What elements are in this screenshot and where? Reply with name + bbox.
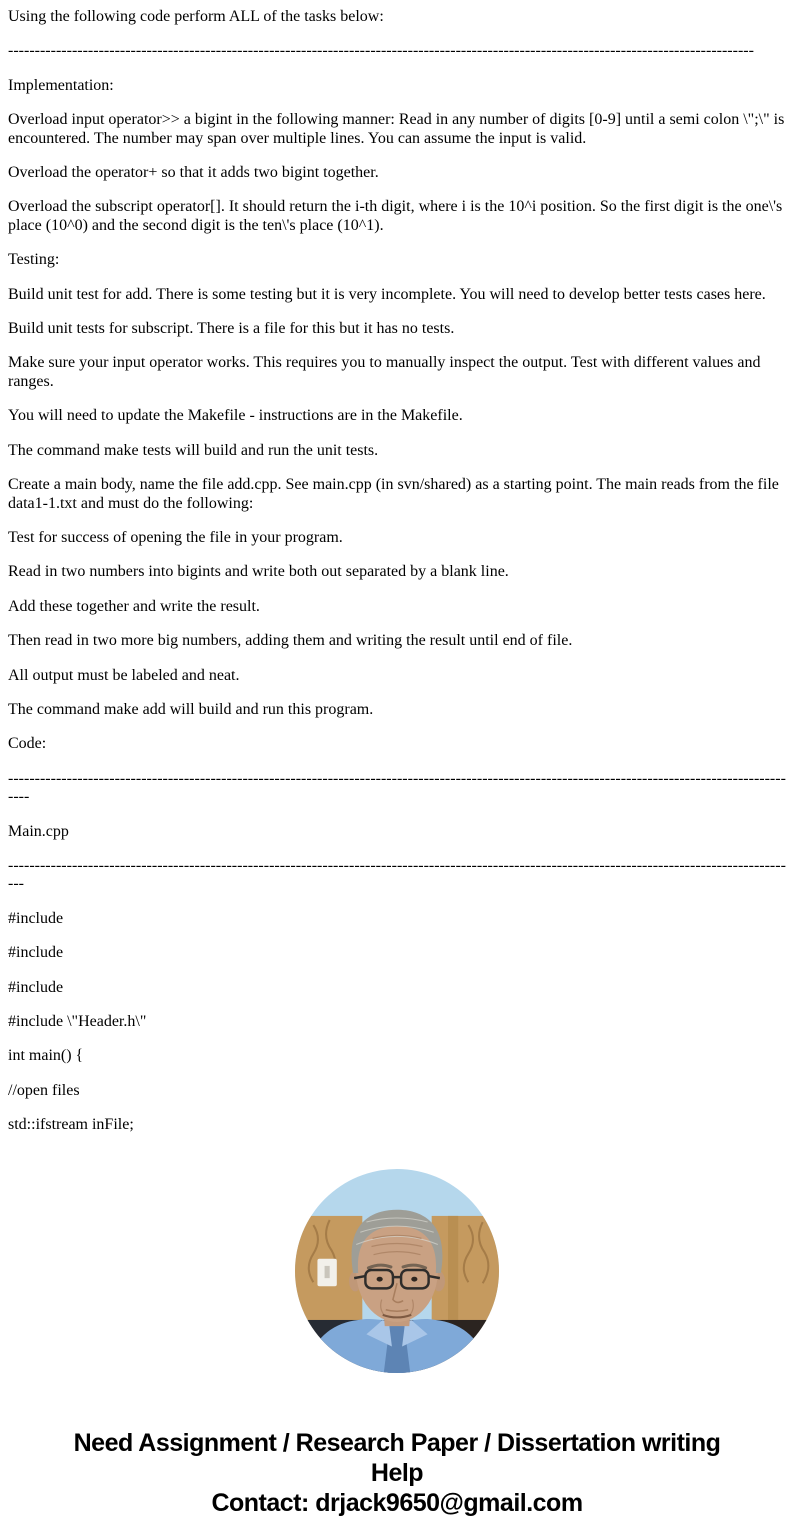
document-paragraph: The command make add will build and run this program. xyxy=(8,700,374,718)
photo-wall-panel-right xyxy=(448,1216,458,1322)
tutor-portrait-photo xyxy=(295,1169,499,1373)
document-paragraph: Test for success of opening the file in your program. xyxy=(8,528,343,546)
document-paragraph: #include \"Header.h\" xyxy=(8,1013,147,1030)
document-paragraph: Implementation: xyxy=(8,76,114,94)
assignment-document xyxy=(8,8,786,1135)
document-paragraph: #include xyxy=(8,909,64,927)
document-paragraph: Overload the subscript operator[]. It should return the i-th digit, where i is the 10^i position. So the first digit is the one\'s place (10^0) and the second digit is the ten\'s place (10^1). xyxy=(8,198,783,234)
document-paragraph: Main.cpp xyxy=(8,822,69,840)
document-paragraph: Create a main body, name the file add.cpp. See main.cpp (in svn/shared) as a starting point. The main reads from the file data1-1.txt and must do the following: xyxy=(8,476,779,512)
document-paragraph: All output must be labeled and neat. xyxy=(8,666,240,684)
eye-left xyxy=(377,1276,383,1281)
document-paragraph: std::ifstream inFile; xyxy=(8,1116,134,1134)
document-paragraph: Add these together and write the result. xyxy=(8,597,260,615)
separator-line: -------------------------------------------------------------------------------------------------------------------------------------------- xyxy=(8,42,754,60)
document-paragraph: Code: xyxy=(8,735,47,753)
document-paragraph: int main() { xyxy=(8,1047,84,1065)
eye-right xyxy=(411,1276,417,1281)
document-paragraph: //open files xyxy=(8,1081,80,1099)
promo-headline: Need Assignment / Research Paper / Dissertation writing Help xyxy=(73,1428,721,1487)
document-paragraph: Testing: xyxy=(8,251,60,269)
tutor-portrait xyxy=(8,1169,786,1378)
light-switch-toggle xyxy=(325,1266,330,1278)
document-paragraph: Build unit test for add. There is some testing but it is very incomplete. You will need to develop better tests cases here. xyxy=(8,285,766,303)
document-paragraph: You will need to update the Makefile - instructions are in the Makefile. xyxy=(8,407,463,425)
document-paragraph: Overload the operator+ so that it adds two bigint together. xyxy=(8,164,379,182)
promo-footer xyxy=(8,1428,786,1518)
document-paragraph: #include xyxy=(8,944,64,962)
document-paragraph: Build unit tests for subscript. There is a file for this but it has no tests. xyxy=(8,320,455,338)
document-paragraph: Then read in two more big numbers, adding them and writing the result until end of file. xyxy=(8,632,573,650)
document-paragraph: Overload input operator>> a bigint in the following manner: Read in any number of digits [0-9] until a semi colon \";\" is encountered. The number may span over multiple lines. You can assume the input is valid. xyxy=(8,111,785,147)
separator-line: ------------------------------------------------------------------------------------------------------------------------------------------------------ xyxy=(8,769,786,806)
document-paragraph: The command make tests will build and run the unit tests. xyxy=(8,441,379,459)
document-paragraph: Make sure your input operator works. This requires you to manually inspect the output. Test with different values and ranges. xyxy=(8,354,761,390)
document-paragraph: Read in two numbers into bigints and write both out separated by a blank line. xyxy=(8,563,509,581)
document-paragraph: #include xyxy=(8,978,64,996)
document-paragraph: Using the following code perform ALL of the tasks below: xyxy=(8,8,384,25)
promo-contact-email: Contact: drjack9650@gmail.com xyxy=(211,1488,583,1517)
separator-line: ----------------------------------------------------------------------------------------------------------------------------------------------------- xyxy=(8,856,786,893)
